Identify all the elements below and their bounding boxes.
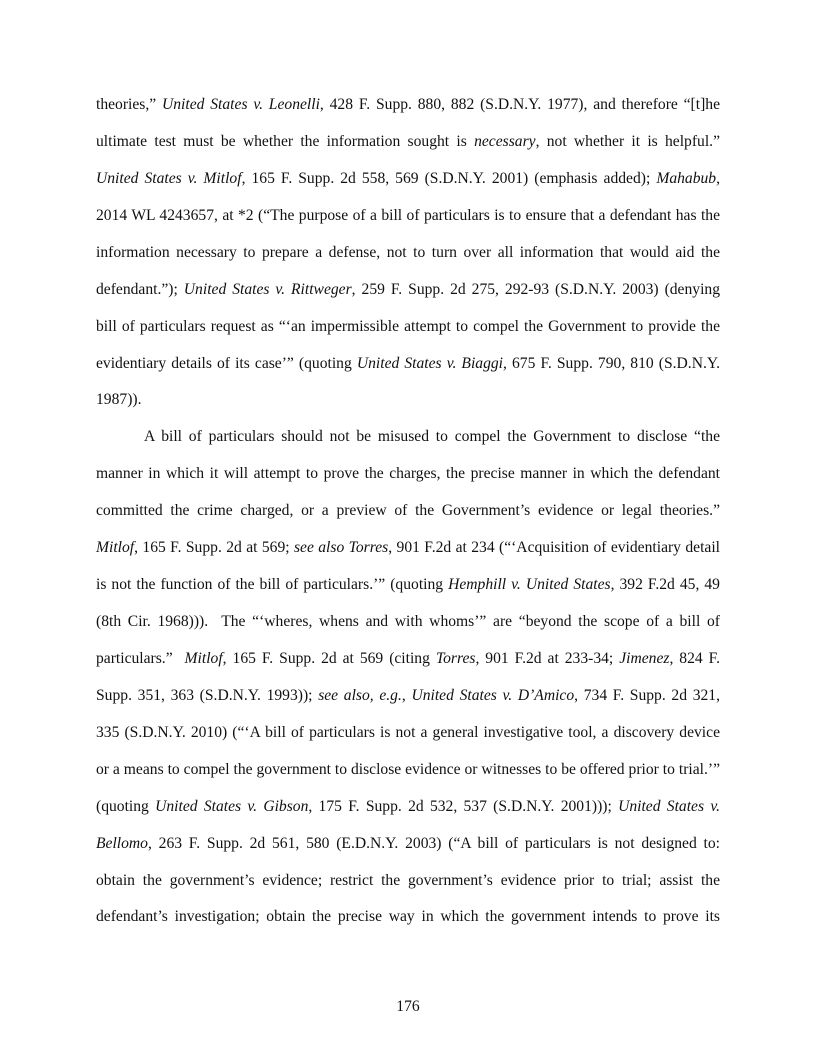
text-line [96, 317, 720, 337]
text-run: , 824 F. [669, 649, 720, 667]
text-run: , 901 F.2d at 233-34; [475, 649, 620, 667]
text-run: , 675 F. Supp. 790, 810 (S.D.N.Y. [503, 354, 720, 372]
text-run: (8th Cir. 1968))). The “‘wheres, whens and with whoms’” are “beyond the scope of a bill of [96, 613, 720, 631]
text-line [96, 280, 720, 300]
citation-italic: Jimenez [619, 649, 670, 667]
text-line [96, 243, 720, 263]
text-line [96, 538, 720, 558]
text-line [96, 907, 720, 927]
text-run: 2014 WL 4243657, at *2 (“The purpose of a bill of particulars is to ensure that a defendant has the [96, 206, 720, 224]
text-run: Supp. 351, 363 (S.D.N.Y. 1993)); [96, 686, 319, 704]
text-run: bill of particulars request as “‘an impermissible attempt to compel the Government to provide the [96, 317, 720, 335]
text-line [96, 760, 720, 780]
text-line [96, 464, 720, 484]
text-line [96, 169, 720, 189]
text-line [96, 686, 720, 706]
text-line [96, 390, 720, 410]
text-run: , 734 F. Supp. 2d 321, [574, 686, 720, 704]
text-run: , 392 F.2d 45, 49 [610, 576, 720, 594]
text-run: manner in which it will attempt to prove the charges, the precise manner in which the defendant [96, 465, 720, 483]
text-run: , 165 F. Supp. 2d at 569; [134, 539, 294, 557]
text-line [96, 95, 720, 115]
citation-italic: see also, e.g. [318, 686, 402, 704]
text-line [96, 834, 720, 854]
citation-italic: Mitlof [184, 649, 223, 667]
text-line [96, 575, 720, 595]
text-run: obtain the government’s evidence; restrict the government’s evidence prior to trial; assist the [96, 871, 720, 889]
text-line [96, 132, 720, 152]
text-run: , [401, 686, 412, 704]
text-run: defendant.”); [96, 280, 184, 298]
text-run: committed the crime charged, or a preview of the Government’s evidence or legal theories.” [96, 502, 720, 520]
text-run: information necessary to prepare a defense, not to turn over all information that would aid the [96, 243, 720, 261]
citation-italic: United States v. Leonelli [162, 96, 320, 113]
text-run: , 263 F. Supp. 2d 561, 580 (E.D.N.Y. 2003) (“A bill of particulars is not designed to: [147, 834, 720, 852]
citation-italic: necessary [474, 132, 536, 150]
text-line [96, 354, 720, 374]
citation-italic: Torres [435, 649, 476, 667]
citation-italic: United States v. Rittweger [183, 280, 352, 298]
text-run: , [716, 169, 721, 187]
citation-italic: United States v. [618, 797, 720, 815]
citation-italic: United States v. D’Amico [411, 686, 575, 704]
text-run: , 901 F.2d at 234 (“‘Acquisition of evidentiary detail [388, 539, 720, 557]
text-line [96, 501, 720, 521]
text-run: , 259 F. Supp. 2d 275, 292-93 (S.D.N.Y. 2003) (denying [351, 280, 720, 298]
text-run: is not the function of the bill of particulars.’” (quoting [96, 576, 449, 594]
text-line [144, 427, 720, 447]
text-line [96, 612, 720, 632]
text-run: , 175 F. Supp. 2d 532, 537 (S.D.N.Y. 2001))); [308, 797, 619, 815]
text-run: particulars.” [96, 649, 185, 667]
text-line [96, 797, 720, 817]
text-run: evidentiary details of its case’” (quoting [96, 354, 357, 372]
text-run: 335 (S.D.N.Y. 2010) (“‘A bill of particulars is not a general investigative tool, a discovery device [96, 723, 720, 741]
citation-italic: United States v. Biaggi [356, 354, 504, 372]
citation-italic: Mahabub [656, 169, 717, 187]
citation-italic: Hemphill v. United States [448, 576, 611, 594]
citation-italic: Bellomo [96, 834, 148, 852]
text-run: or a means to compel the government to disclose evidence or witnesses to be offered prior to trial.’” [96, 760, 720, 778]
page-number: 176 [396, 998, 420, 1015]
text-run: A bill of particulars should not be misused to compel the Government to disclose “the [144, 428, 720, 446]
text-run: , 165 F. Supp. 2d 558, 569 (S.D.N.Y. 2001) (emphasis added); [241, 169, 657, 187]
citation-italic: see also Torres [293, 539, 389, 557]
text-run: defendant’s investigation; obtain the precise way in which the government intends to prove its [96, 908, 720, 926]
citation-italic: United States v. Mitlof [96, 169, 242, 187]
text-line [96, 871, 720, 891]
text-run: 1987)). [96, 391, 142, 409]
text-line [96, 206, 720, 226]
citation-italic: United States v. Gibson [155, 797, 309, 815]
text-run: ultimate test must be whether the information sought is [96, 132, 475, 150]
text-run: , not whether it is helpful.” [535, 132, 720, 150]
text-run: theories,” [96, 96, 162, 113]
text-run: (quoting [96, 797, 156, 815]
text-line [96, 723, 720, 743]
text-run: , 165 F. Supp. 2d at 569 (citing [222, 649, 436, 667]
text-run: , 428 F. Supp. 880, 882 (S.D.N.Y. 1977), and therefore “[t]he [319, 96, 720, 113]
citation-italic: Mitlof [96, 539, 135, 557]
text-line [96, 649, 720, 669]
